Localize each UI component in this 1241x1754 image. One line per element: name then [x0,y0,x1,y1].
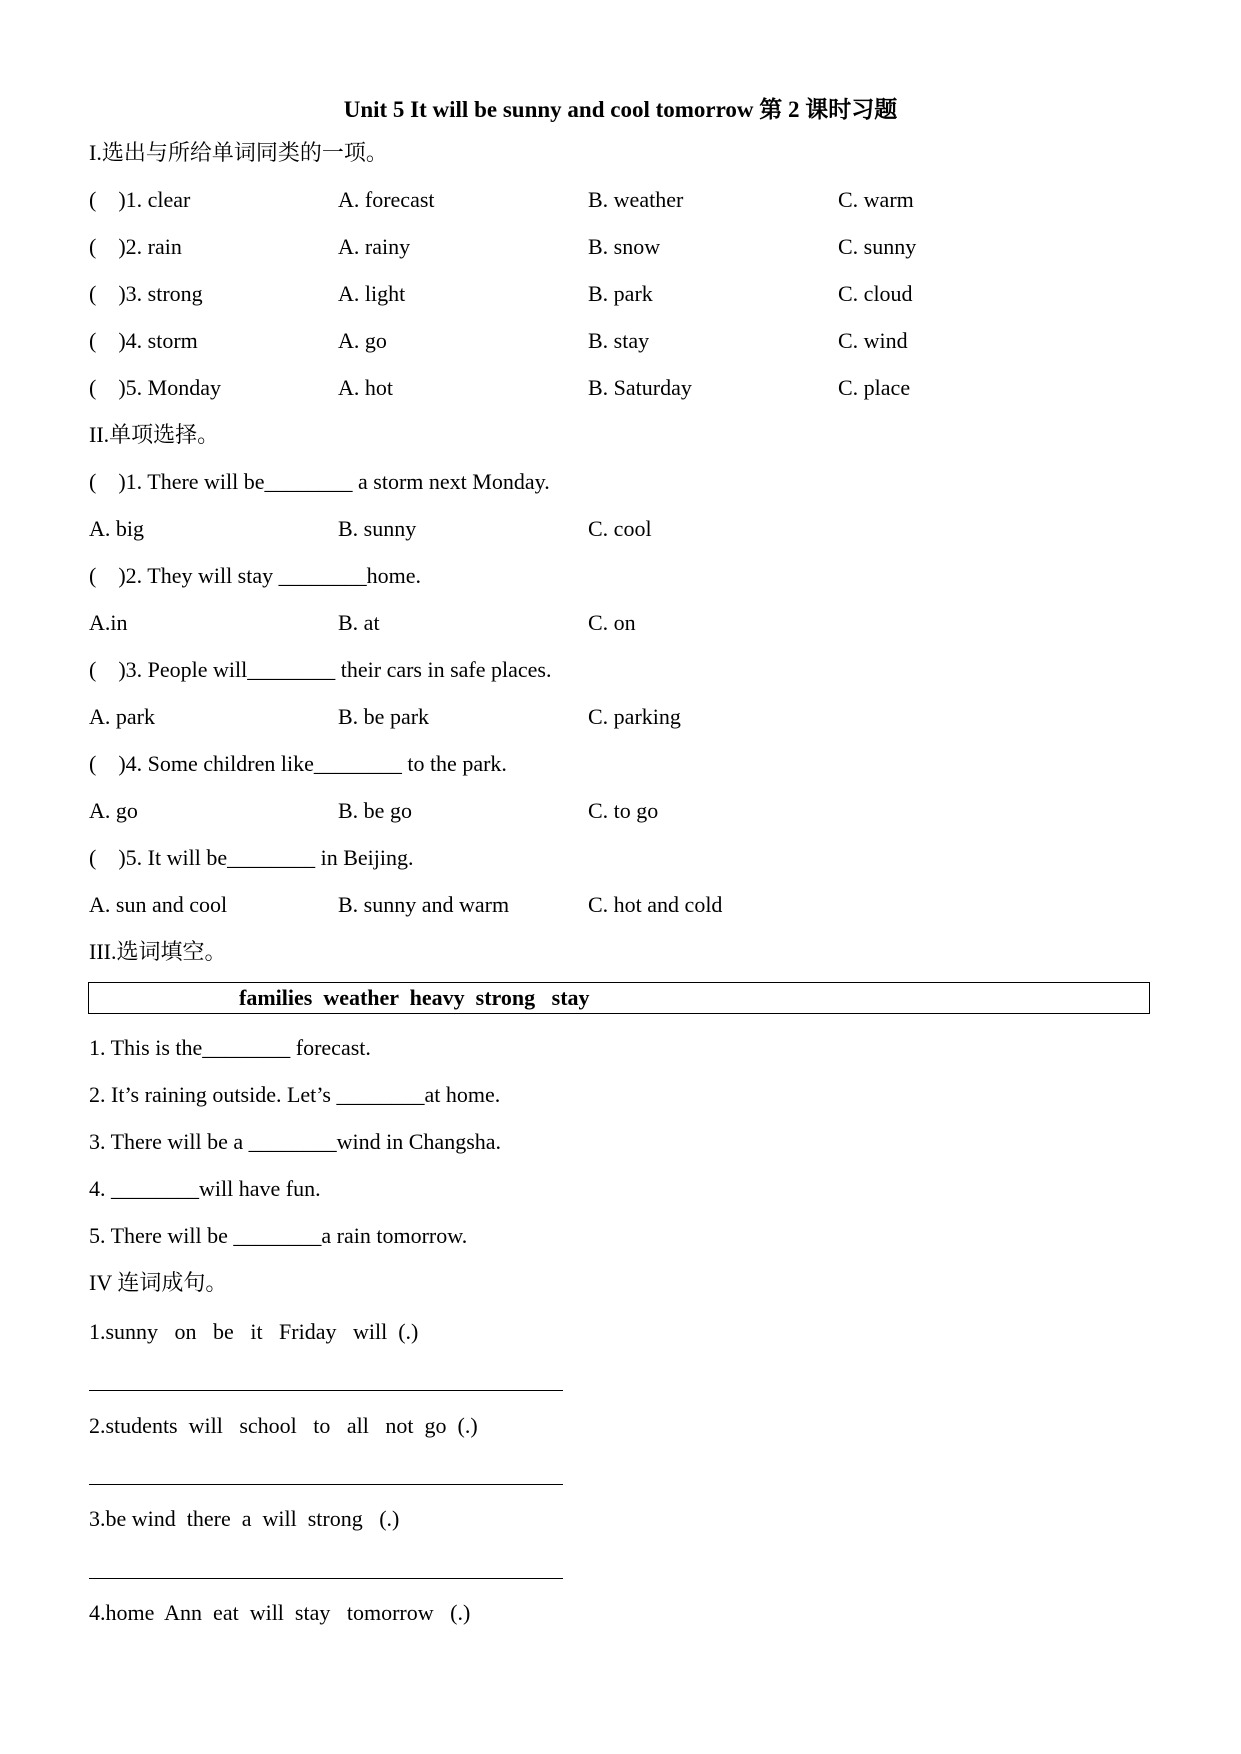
section-1-heading: I.选出与所给单词同类的一项。 [89,140,388,165]
fill-item-2: 2. It’s raining outside. Let’s ________at home. [89,1082,501,1107]
option-a: A. light [338,281,406,306]
fill-item-5: 5. There will be ________a rain tomorrow. [89,1223,468,1248]
fill-item-4: 4. ________will have fun. [89,1176,321,1201]
question: ( )5. Monday [89,375,221,400]
section-3-heading: III.选词填空。 [89,939,227,964]
question: ( )2. rain [89,234,182,259]
question: ( )3. strong [89,281,203,306]
option-b: B. snow [588,234,661,259]
question: ( )1. There will be________ a storm next Monday. [89,469,550,494]
question: ( )3. People will________ their cars in safe places. [89,657,552,682]
question: ( )2. They will stay ________home. [89,563,421,588]
option-c: C. place [838,375,911,400]
option-c: C. on [588,610,636,635]
option-b: B. sunny [338,516,417,541]
option-c: C. warm [838,187,914,212]
option-a: A.in [89,610,128,635]
option-c: C. wind [838,328,908,353]
option-b: B. stay [588,328,650,353]
question: ( )4. storm [89,328,198,353]
option-a: A. hot [338,375,393,400]
answer-line [89,1390,563,1391]
option-a: A. go [338,328,387,353]
reorder-item-4: 4.home Ann eat will stay tomorrow (.) [89,1600,471,1625]
option-c: C. sunny [838,234,917,259]
option-b: B. be park [338,704,430,729]
option-b: B. sunny and warm [338,892,510,917]
answer-line [89,1484,563,1485]
option-a: A. big [89,516,144,541]
option-c: C. parking [588,704,681,729]
option-a: A. forecast [338,187,435,212]
option-c: C. hot and cold [588,892,723,917]
question: ( )5. It will be________ in Beijing. [89,845,414,870]
option-b: B. Saturday [588,375,692,400]
section-4-heading: IV 连词成句。 [89,1270,228,1295]
fill-item-1: 1. This is the________ forecast. [89,1035,371,1060]
option-a: A. rainy [338,234,411,259]
option-a: A. park [89,704,155,729]
word-bank-box [88,982,1150,1014]
fill-item-3: 3. There will be a ________wind in Changsha. [89,1129,502,1154]
option-a: A. sun and cool [89,892,228,917]
question: ( )1. clear [89,187,191,212]
section-2-heading: II.单项选择。 [89,422,220,447]
option-c: C. cloud [838,281,913,306]
reorder-item-2: 2.students will school to all not go (.) [89,1413,478,1438]
option-b: B. weather [588,187,684,212]
option-c: C. to go [588,798,659,823]
answer-line [89,1578,563,1579]
option-a: A. go [89,798,138,823]
option-b: B. be go [338,798,412,823]
question: ( )4. Some children like________ to the park. [89,751,507,776]
option-b: B. at [338,610,380,635]
word-bank: families weather heavy strong stay [239,985,590,1010]
reorder-item-3: 3.be wind there a will strong (.) [89,1506,400,1531]
option-c: C. cool [588,516,652,541]
reorder-item-1: 1.sunny on be it Friday will (.) [89,1319,419,1344]
page-title: Unit 5 It will be sunny and cool tomorrow 第 2 课时习题 [343,97,898,122]
option-b: B. park [588,281,653,306]
